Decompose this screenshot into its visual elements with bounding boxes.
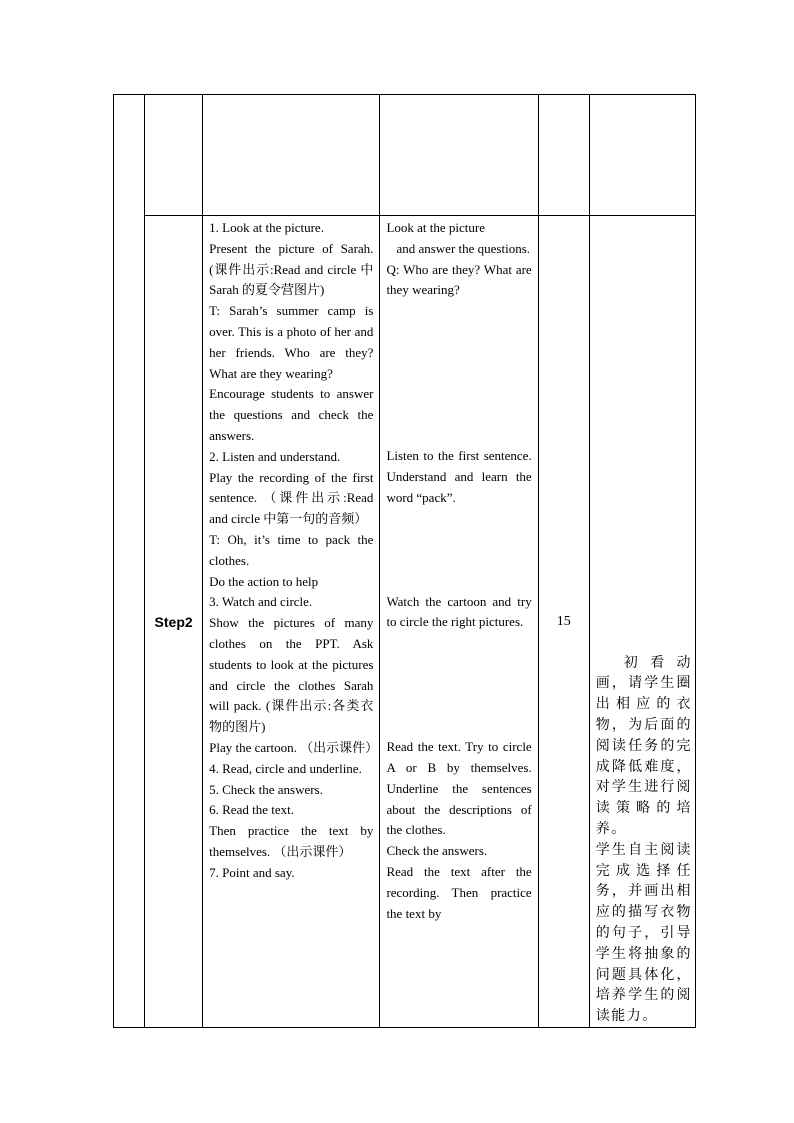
student-line: and answer the questions. xyxy=(396,240,531,256)
table-row-step2 xyxy=(114,216,696,1028)
teacher-line: Encourage students to answer the questions and check the answers. xyxy=(209,386,374,443)
empty-cell xyxy=(203,95,380,216)
teacher-line: 4. Read, circle and underline. xyxy=(209,760,362,776)
student-line: Check the answers. xyxy=(386,843,488,859)
teacher-line: 3. Watch and circle. xyxy=(209,594,313,610)
teacher-line: Do the action to help xyxy=(209,573,319,589)
empty-cell xyxy=(380,95,538,216)
spacer xyxy=(386,633,531,737)
teacher-line: 6. Read the text. xyxy=(209,802,294,818)
student-activities-cell xyxy=(380,216,538,1028)
design-intent-cell xyxy=(589,216,695,1028)
student-line: Look at the picture xyxy=(386,220,485,235)
section-cell xyxy=(114,95,145,1028)
empty-cell xyxy=(145,95,203,216)
design-intent-text: 初看动画，请学生圈出相应的衣物，为后面的阅读任务的完成降低难度，对学生进行阅读策略的培养。 xyxy=(595,654,692,838)
empty-cell xyxy=(538,95,589,216)
spacer xyxy=(386,301,531,446)
duration-minutes: 15 xyxy=(538,216,589,1028)
teacher-line: 5. Check the answers. xyxy=(209,781,323,797)
teacher-line: Play the cartoon. （出示课件） xyxy=(209,739,379,755)
teacher-line: 7. Point and say. xyxy=(209,864,295,880)
teacher-line: 2. Listen and understand. xyxy=(209,448,341,464)
student-line: Listen to the first sentence. Understand and learn the word “pack”. xyxy=(386,448,532,505)
teacher-activities-cell xyxy=(203,216,380,1028)
spacer xyxy=(386,509,531,592)
empty-cell xyxy=(589,95,695,216)
table-row-empty xyxy=(114,95,696,216)
teacher-line: T: Oh, it’s time to pack the clothes. xyxy=(209,531,374,568)
student-line: Q: Who are they? What are they wearing? xyxy=(386,261,532,298)
student-line: Read the text. Try to circle A or B by themselves. Underline the sentences about the descriptions of the clothes. xyxy=(386,739,532,838)
teacher-line: Then practice the text by themselves. （出示课件） xyxy=(209,823,374,859)
design-intent-text: 学生自主阅读完成选择任务，并画出相应的描写衣物的句子，引导学生将抽象的问题具体化，培养学生的阅读能力。 xyxy=(595,841,692,1025)
teacher-line: Play the recording of the first sentence. （课件出示:Read and circle 中第一句的音频） xyxy=(209,469,374,527)
teacher-line: 1. Look at the picture. xyxy=(209,220,324,235)
step-label: Step2 xyxy=(145,216,203,1028)
teacher-line: Present the picture of Sarah. (课件出示:Read and circle 中 Sarah 的夏令营图片) xyxy=(209,240,374,298)
lesson-plan-table xyxy=(113,94,696,1028)
teacher-line: Show the pictures of many clothes on the PPT. Ask students to look at the pictures and circle the clothes Sarah will pack. (课件出示:各类衣物的图片) xyxy=(209,615,374,735)
student-line: Read the text after the recording. Then practice the text by xyxy=(386,863,532,921)
student-line: Watch the cartoon and try to circle the right pictures. xyxy=(386,593,532,630)
teacher-line: T: Sarah’s summer camp is over. This is a photo of her and her friends. Who are they? What are they wearing? xyxy=(209,303,374,381)
